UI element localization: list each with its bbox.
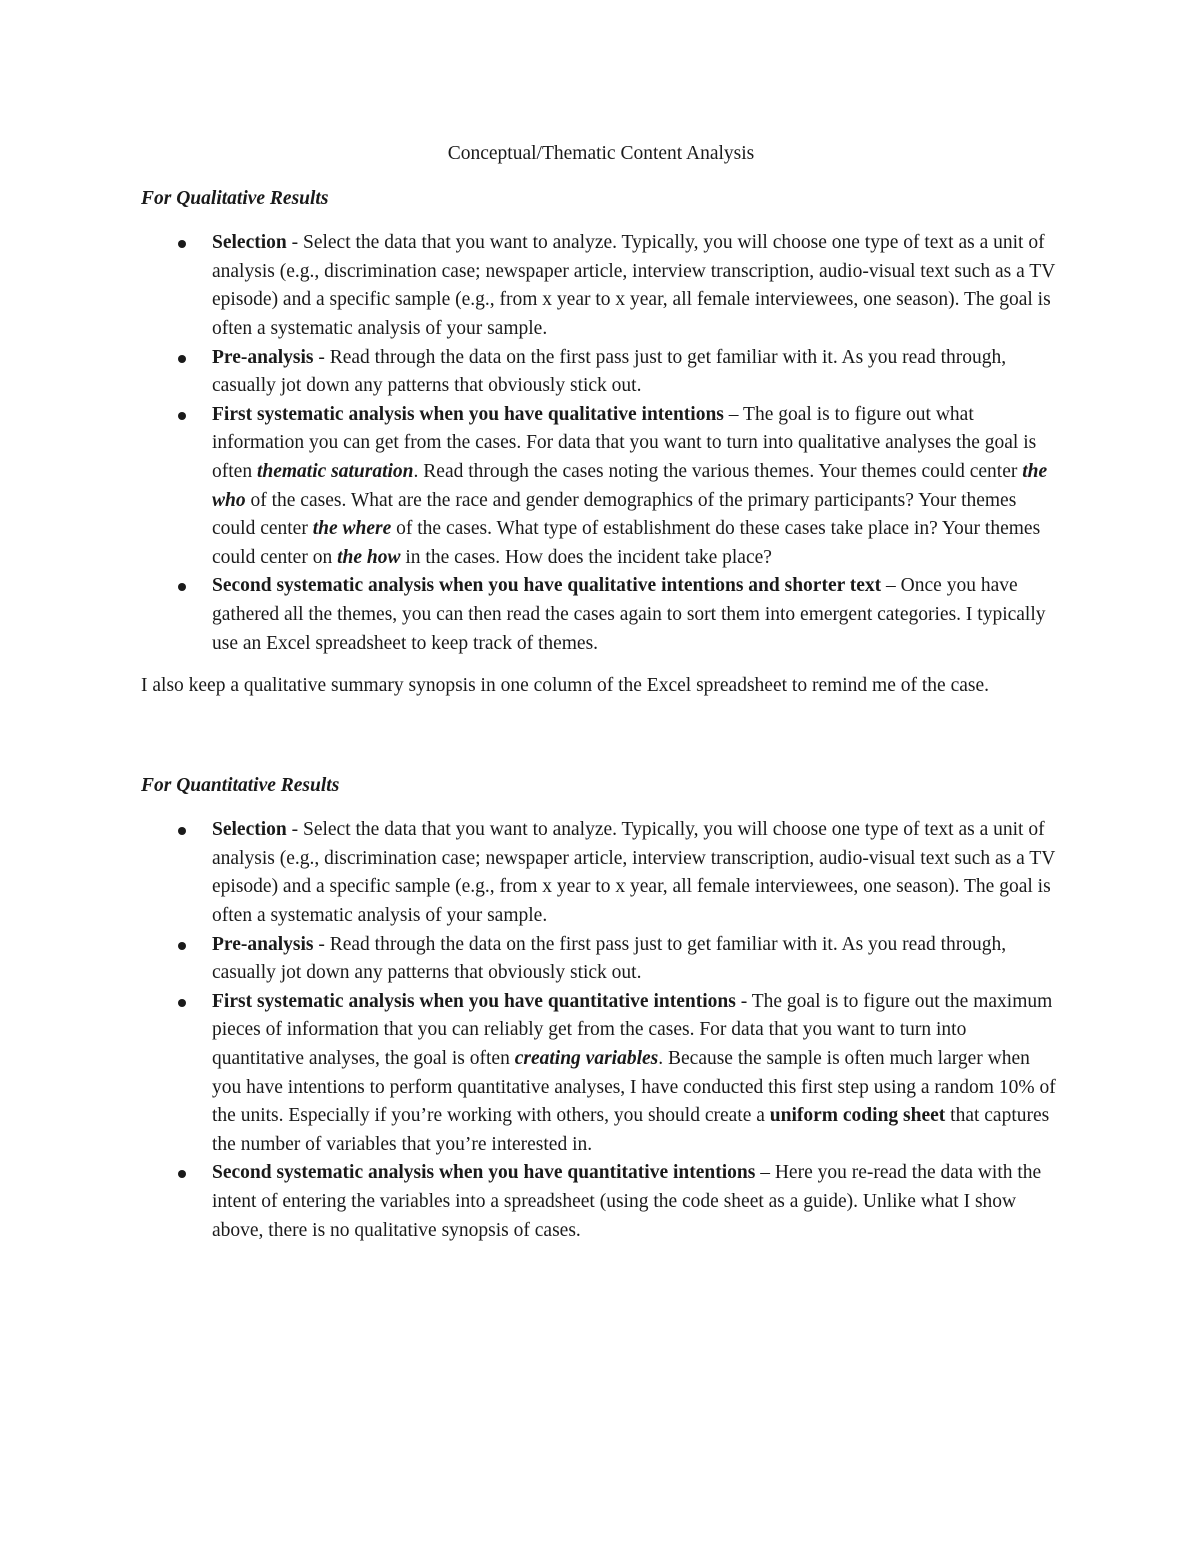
qualitative-heading: For Qualitative Results — [141, 187, 329, 209]
bullet-icon — [178, 827, 186, 835]
list-item — [141, 931, 1061, 988]
item-text: of the cases. What are the race and gender demographics of the primary participants? Your themes could center — [212, 489, 1017, 540]
item-term: Pre-analysis — [212, 346, 314, 368]
quantitative-heading: For Quantitative Results — [141, 774, 340, 796]
item-text: . Read through the cases noting the various themes. Your themes could center — [413, 460, 1023, 482]
list-item — [141, 1159, 1061, 1245]
bullet-icon — [178, 1170, 186, 1178]
list-item — [141, 572, 1061, 658]
section-spacer — [141, 701, 1061, 772]
item-text: . Because the sample is often much larger when you have intentions to perform quantitative analyses, I have conducted this first step using a random 10% of the units. Especially if you’re working with others, you should create a — [212, 1048, 1056, 1127]
item-text: - Select the data that you want to analyze. Typically, you will choose one type of text as a unit of analysis (e.g., discrimination case; newspaper article, interview transcription, audio-visual text such as a TV episode) and a specific sample (e.g., from x year to x year, all female interviewees, one season). The goal is often a systematic analysis of your sample. — [212, 232, 1055, 339]
item-term: First systematic analysis when you have qualitative intentions — [212, 403, 724, 425]
item-text: that captures the number of variables that you’re interested in. — [212, 1105, 1050, 1155]
emphasis-term: the where — [312, 518, 392, 540]
document-title: Conceptual/Thematic Content Analysis — [447, 143, 755, 164]
list-item — [141, 344, 1061, 401]
quantitative-list — [141, 816, 1061, 1245]
qualitative-note: I also keep a qualitative summary synopsis in one column of the Excel spreadsheet to remind me of the case. — [141, 675, 990, 697]
emphasis-term: the how — [337, 546, 401, 568]
item-text: of the cases. What type of establishment do these cases take place in? Your themes could center on — [212, 518, 1041, 568]
list-item — [141, 988, 1061, 1160]
item-text: – Once you have gathered all the themes, you can then read the cases again to sort them into emergent categories. I typically use an Excel spreadsheet to keep track of themes. — [212, 575, 1046, 654]
item-term: Second systematic analysis when you have quantitative intentions — [212, 1162, 756, 1184]
list-item — [141, 229, 1061, 343]
item-text: in the cases. How does the incident take place? — [400, 546, 772, 568]
item-term: Selection — [212, 232, 287, 254]
list-item — [141, 816, 1061, 930]
document-page — [141, 140, 1061, 1259]
list-item — [141, 401, 1061, 573]
emphasis-term: creating variables — [514, 1048, 659, 1070]
bullet-icon — [178, 999, 186, 1007]
bullet-icon — [178, 583, 186, 591]
bullet-icon — [178, 240, 186, 248]
item-term: Pre-analysis — [212, 933, 314, 955]
item-text: - Select the data that you want to analyze. Typically, you will choose one type of text as a unit of analysis (e.g., discrimination case; newspaper article, interview transcription, audio-visual text such as a TV episode) and a specific sample (e.g., from x year to x year, all female interviewees, one season). The goal is often a systematic analysis of your sample. — [212, 819, 1055, 927]
emphasis-term: the who — [212, 460, 1048, 511]
bullet-icon — [178, 412, 186, 420]
item-text: - The goal is to figure out the maximum pieces of information that you can reliably get from the cases. For data that you want to turn into quantitative analyses, the goal is often — [212, 990, 1053, 1070]
item-text: - Read through the data on the first pass just to get familiar with it. As you read through, casually jot down any patterns that obviously stick out. — [212, 346, 1007, 397]
item-term: Second systematic analysis when you have qualitative intentions and shorter text — [212, 575, 882, 597]
bullet-icon — [178, 355, 186, 363]
item-text: – Here you re-read the data with the intent of entering the variables into a spreadsheet (using the code sheet as a guide). Unlike what I show above, there is no qualitative synopsis of cases. — [212, 1162, 1042, 1241]
bullet-icon — [178, 942, 186, 950]
item-text: - Read through the data on the first pass just to get familiar with it. As you read through, casually jot down any patterns that obviously stick out. — [212, 933, 1007, 984]
item-term: Selection — [212, 819, 287, 841]
emphasis-term: thematic saturation — [256, 460, 414, 482]
item-text: – The goal is to figure out what information you can get from the cases. For data that you want to turn into qualitative analyses the goal is often — [212, 403, 1037, 482]
bold-term: uniform coding sheet — [769, 1105, 946, 1127]
qualitative-list — [141, 229, 1061, 658]
item-term: First systematic analysis when you have quantitative intentions — [212, 990, 736, 1012]
